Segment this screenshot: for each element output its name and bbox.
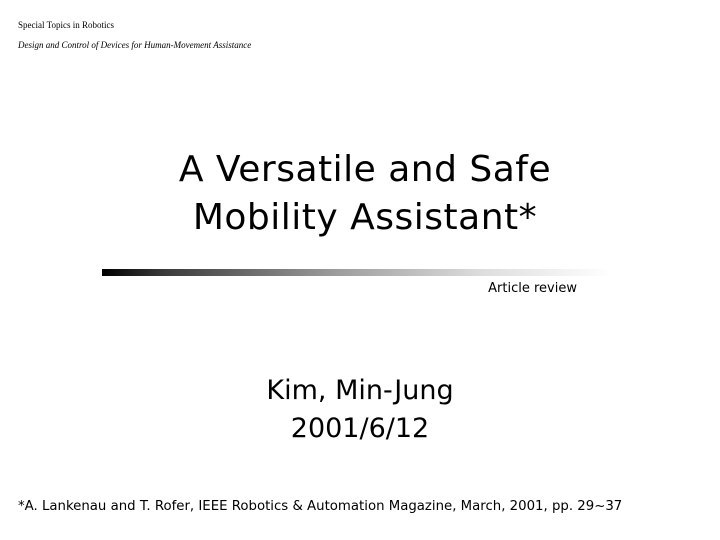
- course-name: Special Topics in Robotics: [18, 20, 114, 30]
- presenter-name: Kim, Min-Jung: [266, 375, 454, 406]
- slide-title-line-1: A Versatile and Safe: [178, 149, 552, 190]
- slide-title-line-2: Mobility Assistant*: [192, 197, 538, 238]
- presentation-date: 2001/6/12: [290, 413, 430, 444]
- citation-footnote: *A. Lankenau and T. Rofer, IEEE Robotics & Automation Magazine, March, 2001, pp. 29~37: [18, 499, 623, 514]
- gradient-divider: [102, 269, 612, 276]
- presenter-block: [160, 372, 560, 448]
- slide-subtitle: Article review: [488, 281, 577, 296]
- course-subject: Design and Control of Devices for Human-Movement Assistance: [18, 40, 252, 50]
- slide-title: [100, 146, 630, 242]
